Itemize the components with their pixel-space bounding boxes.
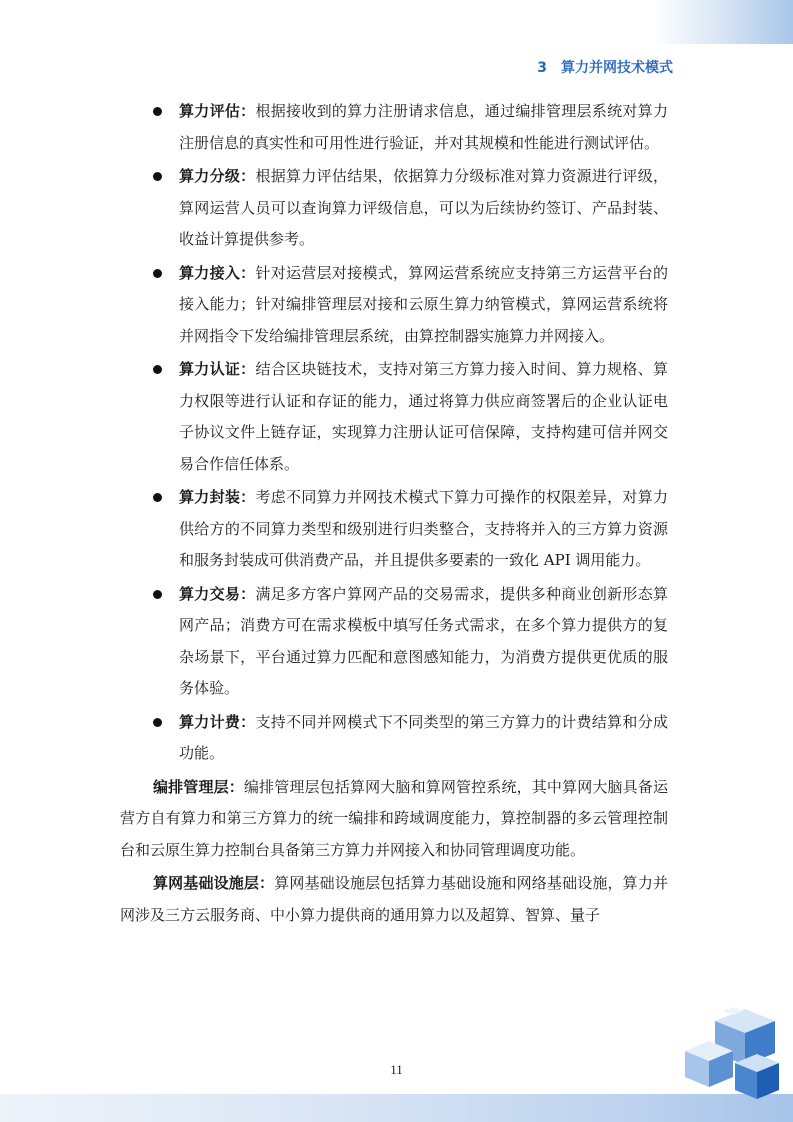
bullet-icon (153, 718, 162, 727)
bullet-term: 算力认证： (179, 360, 256, 378)
paragraph-text: 编排管理层包括算网大脑和算网管控系统，其中算网大脑具备运营方自有算力和第三方算力的统一编排和跨域调度能力，算控制器的多云管理控制台和云原生算力控制台具备第三方算力并网接入和协同管理调度功能。 (120, 777, 668, 859)
bullet-item (120, 579, 668, 705)
bullet-icon (153, 172, 162, 181)
bullet-item (120, 258, 668, 353)
bullet-item (120, 707, 668, 770)
bullet-text: 结合区块链技术，支持对第三方算力接入时间、算力规格、算力权限等进行认证和存证的能力，通过将算力供应商签署后的企业认证电子协议文件上链存证，实现算力注册认证可信保障，支持构建可信并网交易合作信任体系。 (179, 360, 668, 473)
bullet-text: 支持不同并网模式下不同类型的第三方算力的计费结算和分成功能。 (179, 712, 668, 762)
bullet-text: 满足多方客户算网产品的交易需求，提供多种商业创新形态算网产品；消费方可在需求模板中填写任务式需求，在多个算力提供方的复杂场景下，平台通过算力匹配和意图感知能力，为消费方提供更优质的服务体验。 (179, 584, 668, 697)
bullet-text: 针对运营层对接模式，算网运营系统应支持第三方运营平台的接入能力；针对编排管理层对接和云原生算力纳管模式，算网运营系统将并网指令下发给编排管理层系统，由算控制器实施算力并网接入。 (179, 263, 668, 345)
paragraph-text: 算网基础设施层包括算力基础设施和网络基础设施，算力并网涉及三方云服务商、中小算力提供商的通用算力以及超算、智算、量子 (120, 874, 668, 924)
bullet-term: 算力接入： (179, 263, 256, 282)
paragraph-term: 算网基础设施层： (153, 874, 275, 892)
body-paragraph (120, 772, 668, 867)
bullet-term: 算力计费： (179, 712, 256, 731)
bullet-term: 算力封装： (179, 488, 256, 506)
bullet-term: 算力评估： (179, 102, 256, 120)
bullet-icon (153, 493, 162, 502)
page-body (120, 96, 668, 933)
page-number: 11 (390, 1062, 403, 1077)
chapter-number: 3 (537, 60, 547, 76)
bullet-item (120, 482, 668, 577)
bullet-item (120, 354, 668, 480)
chapter-title: 算力并网技术模式 (561, 60, 673, 76)
body-paragraph (120, 868, 668, 931)
bullet-text: 考虑不同算力并网技术模式下算力可操作的权限差异，对算力供给方的不同算力类型和级别进行归类整合，支持将并入的三方算力资源和服务封装成可供消费产品，并且提供多要素的一致化 API 调用能力。 (179, 488, 668, 569)
bullet-text: 根据算力评估结果，依据算力分级标准对算力资源进行评级，算网运营人员可以查询算力评级信息，可以为后续协约签订、产品封装、收益计算提供参考。 (179, 167, 668, 248)
running-header (537, 57, 673, 77)
bullet-text: 根据接收到的算力注册请求信息，通过编排管理层系统对算力注册信息的真实性和可用性进行验证，并对其规模和性能进行测试评估。 (179, 102, 668, 152)
bullet-icon (153, 269, 162, 278)
bullet-icon (153, 365, 162, 374)
header-decoration (653, 0, 793, 44)
bullet-item (120, 96, 668, 159)
bullet-item (120, 161, 668, 256)
bullet-term: 算力分级： (179, 167, 256, 185)
bullet-icon (153, 107, 162, 116)
bullet-term: 算力交易： (179, 584, 256, 603)
paragraph-term: 编排管理层： (153, 777, 244, 796)
cube-logo-icon (675, 1003, 785, 1108)
bullet-icon (153, 590, 162, 599)
